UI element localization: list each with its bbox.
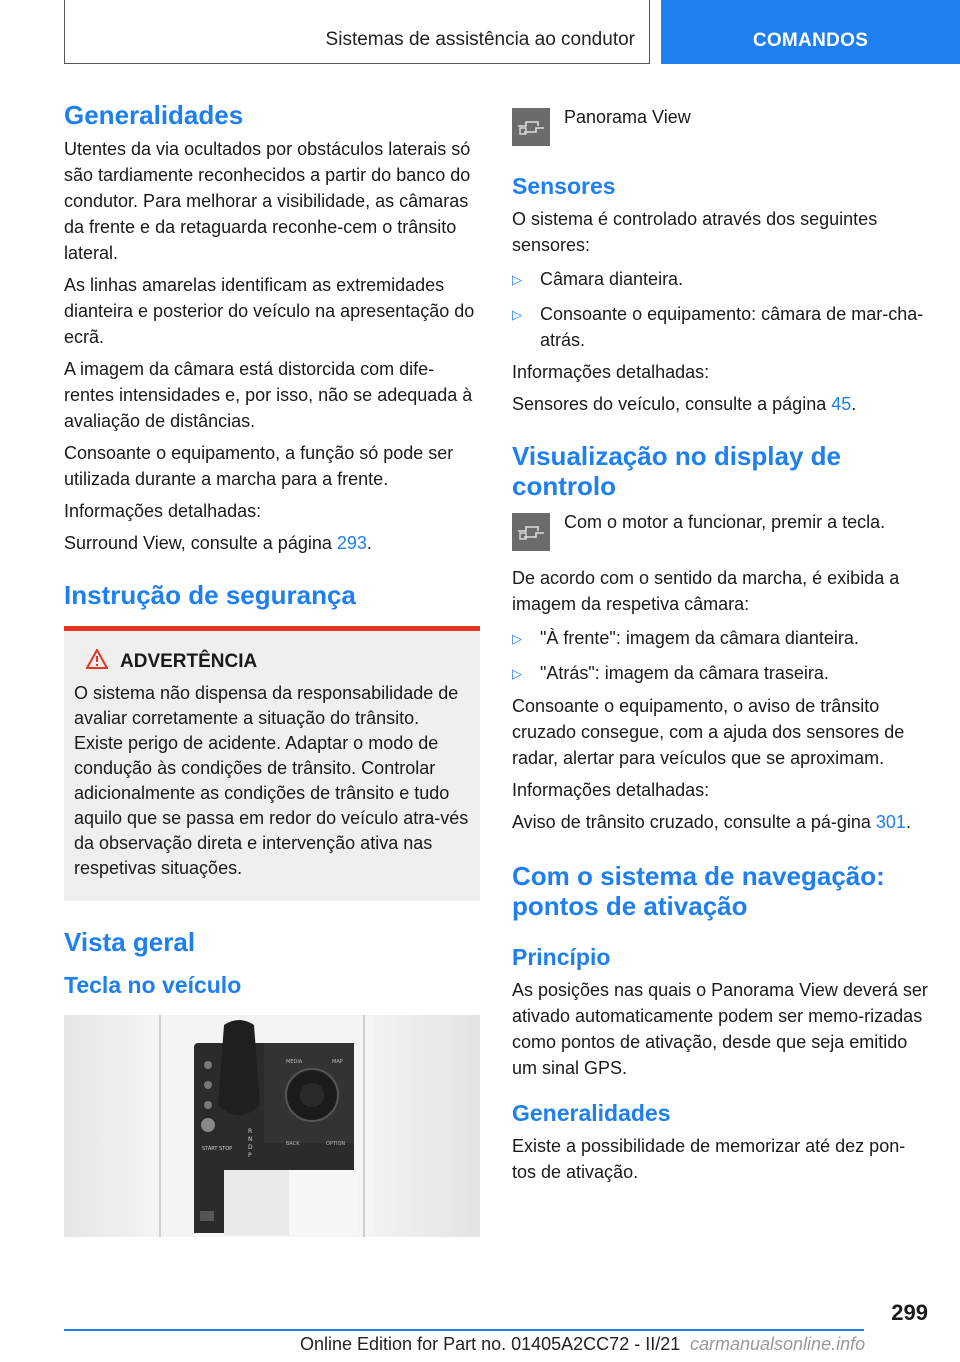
list-item-text: "À frente": imagem da câmara dianteira.	[540, 628, 859, 648]
media-label: MEDIA	[286, 1059, 303, 1065]
gear-d-label: D	[248, 1144, 253, 1151]
list-item-text: "Atrás": imagem da câmara traseira.	[540, 663, 829, 683]
option-label: OPTION	[326, 1141, 346, 1147]
heading-visualizacao: Visualização no display de controlo	[512, 441, 841, 501]
paragraph: Informações detalhadas:	[512, 780, 710, 800]
paragraph: Utentes da via ocultados por obstáculos laterais só são tardiamente reconhecidos a partir do banco do condutor. Para melhorar a visibilidade, as câmaras da frente e da retaguarda reconhe-cem o trânsito lateral.	[64, 139, 471, 263]
list-item-text: Câmara dianteira.	[540, 269, 684, 289]
bullet-triangle-icon: ▷	[512, 307, 522, 322]
page-number: 299	[891, 1300, 928, 1325]
ref-text: Surround View, consulte a página	[64, 533, 337, 553]
camera-button-icon[interactable]	[512, 513, 550, 551]
warning-body: O sistema não dispensa da responsabilidade de avaliar corretamente a situação do trânsito. Existe perigo de acidente. Adaptar o modo de condução às condições de trânsito. Controlar adicionalmente as condições de trânsito e tudo aquilo que se passa em redor do veículo atra-vés da observação direta e intervenção ativa nas respetivas situações.	[74, 683, 469, 878]
back-label: BACK	[286, 1141, 300, 1147]
heading-seguranca: Instrução de segurança	[64, 580, 356, 610]
heading-vista-geral: Vista geral	[64, 927, 196, 957]
panorama-view-row	[512, 104, 928, 146]
warning-box	[64, 626, 480, 901]
heading-navegacao: Com o sistema de navegação: pontos de ativação	[512, 861, 885, 921]
list-item	[512, 266, 928, 293]
list-item-text: Consoante o equipamento: câmara de mar-cha-atrás.	[540, 304, 924, 350]
paragraph: Surround View, consulte a página 293.	[64, 533, 372, 553]
paragraph: O sistema é controlado através dos seguintes sensores:	[512, 209, 878, 255]
heading-generalidades: Generalidades	[64, 100, 244, 130]
gear-n-label: N	[248, 1136, 253, 1143]
footer-edition: Online Edition for Part no. 01405A2CC72 - II/21	[300, 1334, 681, 1354]
paragraph: As linhas amarelas identificam as extremidades dianteira e posterior do veículo na apresentação do ecrã.	[64, 275, 475, 347]
heading-principio: Princípio	[512, 944, 611, 970]
panorama-view-button-icon[interactable]	[512, 108, 550, 146]
ref-text: Sensores do veículo, consulte a página	[512, 394, 832, 414]
paragraph: Aviso de trânsito cruzado, consulte a pá-gina 301.	[512, 812, 911, 832]
center-console-illustration	[64, 1015, 480, 1237]
page-link-293[interactable]: 293	[336, 533, 367, 553]
map-label: MAP	[332, 1059, 343, 1065]
paragraph: De acordo com o sentido da marcha, é exibida a imagem da respetiva câmara:	[512, 568, 900, 614]
right-column	[512, 104, 928, 1185]
page-link-45[interactable]: 45	[831, 394, 852, 414]
panorama-view-label: Panorama View	[564, 107, 691, 127]
gear-r-label: R	[248, 1128, 253, 1135]
footer-divider	[64, 1329, 864, 1331]
start-stop-label: START STOP	[202, 1146, 233, 1152]
paragraph: Consoante o equipamento, a função só pode ser utilizada durante a marcha para a frente.	[64, 443, 454, 489]
paragraph: Com o motor a funcionar, premir a tecla.	[564, 512, 886, 532]
left-column	[64, 100, 480, 1237]
warning-triangle-icon	[86, 649, 108, 675]
page-link-301[interactable]: 301	[875, 812, 906, 832]
warning-title-text: ADVERTÊNCIA	[120, 651, 258, 672]
ref-text: Aviso de trânsito cruzado, consulte a pá-gina	[512, 812, 876, 832]
heading-sensores: Sensores	[512, 173, 616, 199]
bullet-triangle-icon: ▷	[512, 272, 522, 287]
header-section-title: Sistemas de assistência ao condutor	[325, 29, 635, 50]
footer-watermark: carmanualsonline.info	[690, 1334, 866, 1354]
header-chapter	[661, 0, 960, 64]
bullet-triangle-icon: ▷	[512, 666, 522, 681]
header-chapter-title: COMANDOS	[752, 30, 869, 51]
console-image	[64, 1015, 480, 1237]
paragraph: As posições nas quais o Panorama View deverá ser ativado automaticamente podem ser memo-rizadas como pontos de ativação, desde que seja emitido um sinal GPS.	[512, 980, 928, 1078]
paragraph: Informações detalhadas:	[512, 362, 710, 382]
gear-p-label: P	[248, 1152, 252, 1159]
heading-tecla: Tecla no veículo	[64, 972, 242, 998]
bullet-triangle-icon: ▷	[512, 631, 522, 646]
paragraph: Sensores do veículo, consulte a página 45.	[512, 394, 857, 414]
list-item	[512, 660, 928, 687]
display-button-row	[512, 509, 928, 551]
paragraph: Consoante o equipamento, o aviso de trânsito cruzado consegue, com a ajuda dos sensores de radar, alertar para veículos que se aproximam.	[512, 696, 905, 768]
header-section	[64, 0, 650, 64]
paragraph: Informações detalhadas:	[64, 501, 262, 521]
list-item	[512, 625, 928, 652]
list-item	[512, 301, 928, 353]
paragraph: Existe a possibilidade de memorizar até dez pon-tos de ativação.	[512, 1136, 906, 1182]
heading-generalidades-2: Generalidades	[512, 1100, 671, 1126]
warning-title	[74, 649, 470, 675]
paragraph: A imagem da câmara está distorcida com dife-rentes intensidades e, por isso, não se adequada à avaliação de distâncias.	[64, 359, 473, 431]
